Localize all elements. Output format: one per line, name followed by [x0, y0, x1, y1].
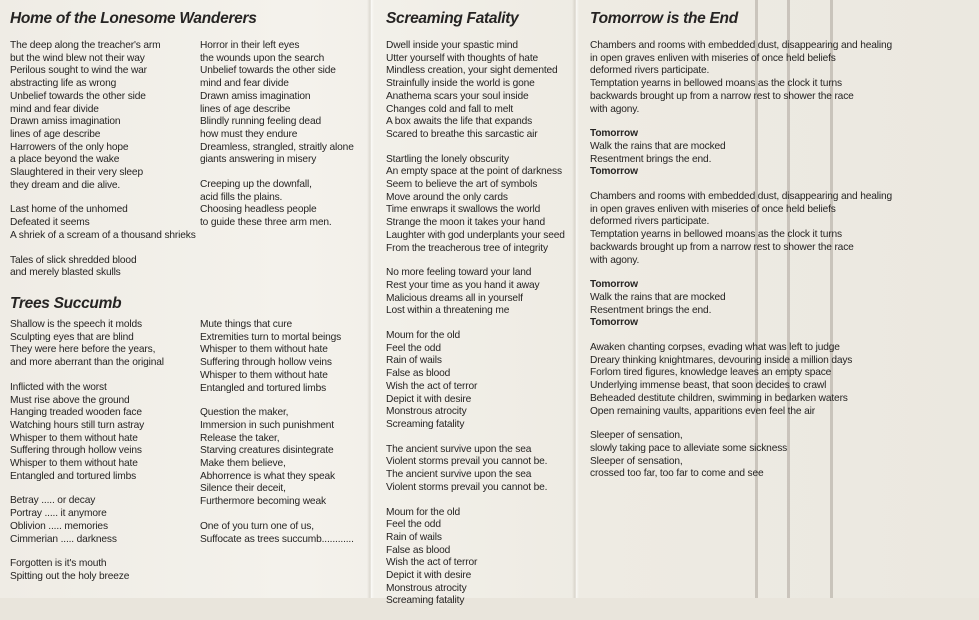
lyric-line: the wounds upon the search	[200, 52, 325, 64]
song-1-column-right	[200, 40, 354, 242]
lyric-line: Monstrous atrocity	[386, 582, 467, 594]
lyric-line: False as blood	[386, 368, 451, 380]
lyric-line: Screaming fatality	[386, 418, 465, 430]
lyric-line: with agony.	[590, 103, 640, 115]
lyric-line: Strainfully inside the world is gone	[386, 78, 535, 90]
lyric-line: Scared to breathe this sarcastic air	[386, 128, 538, 140]
lyric-line: how must they endure	[200, 128, 298, 140]
lyric-line: lines of age describe	[10, 128, 101, 140]
lyric-line: Immersion in such punishment	[200, 419, 334, 431]
stanza	[10, 40, 196, 192]
lyric-line: Shallow is the speech it molds	[10, 319, 142, 330]
stanza	[200, 319, 354, 395]
lyric-line: Time enwraps it swallows the world	[386, 204, 541, 216]
lyric-line: The deep along the treacher's arm	[10, 40, 161, 51]
panel-fold	[367, 0, 374, 598]
lyric-line: Creeping up the downfall,	[200, 179, 312, 191]
stanza	[10, 319, 164, 370]
lyric-line: Wish the act of terror	[386, 380, 478, 392]
lyric-line: Sculpting eyes that are blind	[10, 331, 134, 343]
lyric-line: Slaughtered in their very sleep	[10, 167, 143, 179]
lyric-line: Silence their deceit,	[200, 483, 286, 495]
lyric-line: Awaken chanting corpses, evading what was left to judge	[590, 342, 840, 354]
stanza	[590, 279, 892, 330]
lyric-line: Sleeper of sensation,	[590, 455, 683, 467]
song-title: Tomorrow is the End	[590, 10, 738, 27]
song-1-column-left	[10, 40, 196, 292]
stanza	[10, 382, 164, 484]
lyric-line: Utter yourself with thoughts of hate	[386, 52, 539, 64]
stanza	[10, 255, 196, 280]
lyric-line: Inflicted with the worst	[10, 381, 107, 393]
lyric-line: abstracting life as wrong	[10, 78, 117, 90]
lyric-line: Sleeper of sensation,	[590, 430, 683, 442]
lyric-line: but the wind blew not their way	[10, 52, 145, 64]
lyric-line: Defeated it seems	[10, 217, 90, 229]
lyric-line: Drawn amiss imagination	[10, 116, 121, 128]
lyric-line: and merely blasted skulls	[10, 267, 121, 279]
stanza	[590, 191, 892, 267]
song-4-lyrics	[590, 40, 892, 493]
lyric-line: Depict it with desire	[386, 570, 472, 582]
lyric-line: Temptation yearns in bellowed moans as the clock it turns	[590, 229, 842, 241]
lyric-line: mind and fear divide	[10, 103, 99, 115]
lyric-line: Starving creatures disintegrate	[200, 445, 334, 457]
lyric-line: a place beyond the wake	[10, 154, 120, 166]
lyric-line: with agony.	[590, 254, 640, 266]
lyric-line: Drawn amiss imagination	[200, 90, 311, 102]
stanza	[590, 430, 892, 481]
lyric-line: Tomorrow	[590, 317, 638, 329]
song-screaming-fatality	[386, 10, 518, 41]
lyric-line: Malicious dreams all in yourself	[386, 292, 523, 304]
lyric-line: Cimmerian ..... darkness	[10, 533, 117, 545]
lyric-line: deformed rivers participate.	[590, 216, 710, 228]
lyric-line: Dreamless, strangled, straitly alone	[200, 141, 354, 153]
song-3-lyrics	[386, 40, 565, 620]
lyric-line: From the treacherous tree of integrity	[386, 242, 548, 254]
lyric-line: Seem to believe the art of symbols	[386, 179, 538, 191]
lyric-line: slowly taking pace to alleviate some sickness	[590, 442, 788, 454]
lyric-line: Watching hours still turn astray	[10, 419, 145, 431]
stanza	[386, 330, 565, 432]
lyric-line: Anathema scars your soul inside	[386, 90, 529, 102]
lyric-line: Betray ..... or decay	[10, 495, 96, 507]
lyric-line: Underlying immense beast, that soon decides to crawl	[590, 380, 827, 392]
lyric-line: Oblivion ..... memories	[10, 520, 108, 532]
stanza	[200, 521, 354, 546]
lyric-line: Unbelief towards the other side	[10, 90, 146, 102]
lyric-line: Harrowers of the only hope	[10, 141, 129, 153]
lyric-line: Dwell inside your spastic mind	[386, 40, 518, 51]
lyric-line: Chambers and rooms with embedded dust, disappearing and healing	[590, 40, 893, 51]
lyric-line: Abhorrence is what they speak	[200, 470, 335, 482]
lyric-line: Violent storms prevail you cannot be.	[386, 456, 548, 468]
stanza	[590, 40, 892, 116]
lyric-line: Perilous sought to wind the war	[10, 65, 147, 77]
stanza	[386, 40, 565, 142]
lyric-line: Beheaded destitute children, swimming in bedarken waters	[590, 392, 848, 404]
lyric-line: A box awaits the life that expands	[386, 116, 533, 128]
lyric-line: Tales of slick shredded blood	[10, 254, 137, 266]
lyric-line: Laughter with god underplants your seed	[386, 229, 565, 241]
lyric-line: Chambers and rooms with embedded dust, disappearing and healing	[590, 191, 893, 203]
stanza	[200, 407, 354, 509]
lyric-line: Must rise above the ground	[10, 394, 130, 406]
lyric-line: to guide these three arm men.	[200, 217, 332, 229]
lyric-line: No more feeling toward your land	[386, 267, 532, 279]
lyric-line: Whisper to them without hate	[200, 344, 328, 356]
lyric-line: Rain of wails	[386, 531, 442, 543]
lyric-line: Entangled and tortured limbs	[10, 470, 137, 482]
lyric-line: One of you turn one of us,	[200, 520, 314, 532]
lyric-line: Make them believe,	[200, 458, 286, 470]
lyric-line: They were here before the years,	[10, 344, 156, 356]
lyric-line: in open graves enliven with miseries of once held beliefs	[590, 52, 836, 64]
stanza	[386, 267, 565, 318]
song-2-column-right	[200, 319, 354, 558]
song-tomorrow-is-the-end	[590, 10, 738, 41]
lyric-line: Whisper to them without hate	[200, 369, 328, 381]
lyric-line: Changes cold and fall to melt	[386, 103, 514, 115]
lyric-line: Furthermore becoming weak	[200, 496, 326, 508]
lyric-line: Feel the odd	[386, 519, 441, 531]
lyric-line: The ancient survive upon the sea	[386, 469, 532, 481]
lyric-line: crossed too far, too far to come and see	[590, 468, 764, 480]
lyric-line: Screaming fatality	[386, 595, 465, 607]
lyric-line: Resentment brings the end.	[590, 304, 712, 316]
lyric-line: deformed rivers participate.	[590, 65, 710, 77]
lyric-line: they dream and die alive.	[10, 179, 121, 191]
lyric-line: Blindly running feeling dead	[200, 116, 321, 128]
stanza	[200, 179, 354, 230]
lyric-line: Choosing headless people	[200, 204, 317, 216]
lyric-line: Whisper to them without hate	[10, 458, 138, 470]
lyric-line: Lost within a threatening me	[386, 305, 510, 317]
lyric-line: Startling the lonely obscurity	[386, 153, 509, 165]
lyric-line: Violent storms prevail you cannot be.	[386, 481, 548, 493]
song-title: Trees Succumb	[10, 295, 122, 312]
panel-fold	[572, 0, 579, 598]
lyric-line: Release the taker,	[200, 432, 280, 444]
lyric-line: Dreary thinking knightmares, devouring inside a million days	[590, 354, 853, 366]
song-home-of-the-lonesome-wanderers	[10, 10, 257, 41]
lyric-line: Wish the act of terror	[386, 557, 478, 569]
lyric-line: Horror in their left eyes	[200, 40, 300, 51]
song-title: Screaming Fatality	[386, 10, 519, 27]
lyric-line: Tomorrow	[590, 128, 638, 140]
lyric-line: mind and fear divide	[200, 78, 289, 90]
lyric-line: Question the maker,	[200, 407, 289, 419]
lyric-line: Forgotten is it's mouth	[10, 558, 107, 570]
stanza	[386, 507, 565, 609]
lyric-line: Spitting out the holy breeze	[10, 570, 130, 582]
lyric-line: The ancient survive upon the sea	[386, 443, 532, 455]
lyric-line: lines of age describe	[200, 103, 291, 115]
song-title: Home of the Lonesome Wanderers	[10, 10, 257, 27]
lyric-line: Move around the only cards	[386, 191, 508, 203]
lyric-line: Feel the odd	[386, 342, 441, 354]
lyric-line: in open graves enliven with miseries of once held beliefs	[590, 203, 836, 215]
lyric-line: Monstrous atrocity	[386, 406, 467, 418]
lyric-line: Suffocate as trees succumb............	[200, 533, 354, 545]
lyric-line: Temptation yearns in bellowed moans as the clock it turns	[590, 78, 842, 90]
lyric-line: Portray ..... it anymore	[10, 508, 107, 520]
lyric-line: Walk the rains that are mocked	[590, 291, 726, 303]
lyric-line: backwards brought up from a narrow rest to shower the race	[590, 241, 854, 253]
lyric-line: and more aberrant than the original	[10, 357, 164, 369]
stanza	[386, 154, 565, 256]
lyric-line: Tomorrow	[590, 279, 638, 291]
lyric-line: Mindless creation, your sight demented	[386, 65, 558, 77]
stanza	[200, 40, 354, 167]
lyric-line: Hanging treaded wooden face	[10, 407, 142, 419]
lyric-line: An empty space at the point of darkness	[386, 166, 562, 178]
lyric-line: Resentment brings the end.	[590, 153, 712, 165]
lyric-line: Moum for the old	[386, 330, 461, 342]
lyric-line: Walk the rains that are mocked	[590, 140, 726, 152]
lyric-line: backwards brought up from a narrow rest to shower the race	[590, 90, 854, 102]
lyric-line: False as blood	[386, 544, 451, 556]
lyric-line: Tomorrow	[590, 166, 638, 178]
lyric-line: Rain of wails	[386, 355, 442, 367]
stanza	[590, 128, 892, 179]
lyric-line: A shriek of a scream of a thousand shrieks	[10, 229, 196, 241]
stanza	[590, 342, 892, 418]
lyric-line: Forlom tired figures, knowledge leaves an empty space	[590, 367, 832, 379]
lyric-line: Mute things that cure	[200, 319, 292, 330]
stanza	[386, 444, 565, 495]
song-2-column-left	[10, 319, 164, 596]
lyric-line: Suffering through hollow veins	[10, 445, 142, 457]
lyric-line: acid fills the plains.	[200, 191, 283, 203]
stanza	[10, 558, 164, 583]
lyric-line: Moum for the old	[386, 506, 461, 518]
lyric-line: Suffering through hollow veins	[200, 357, 332, 369]
lyric-line: Last home of the unhomed	[10, 204, 128, 216]
lyric-line: giants answering in misery	[200, 154, 317, 166]
lyric-line: Depict it with desire	[386, 393, 472, 405]
lyric-line: Extremities turn to mortal beings	[200, 331, 342, 343]
lyric-line: Unbelief towards the other side	[200, 65, 336, 77]
lyric-line: Entangled and tortured limbs	[200, 382, 327, 394]
stanza	[10, 204, 196, 242]
lyric-line: Open remaining vaults, apparitions even feel the air	[590, 405, 815, 417]
lyric-line: Strange the moon it takes your hand	[386, 217, 545, 229]
stanza	[10, 495, 164, 546]
lyric-line: Rest your time as you hand it away	[386, 279, 540, 291]
lyric-line: Whisper to them without hate	[10, 432, 138, 444]
